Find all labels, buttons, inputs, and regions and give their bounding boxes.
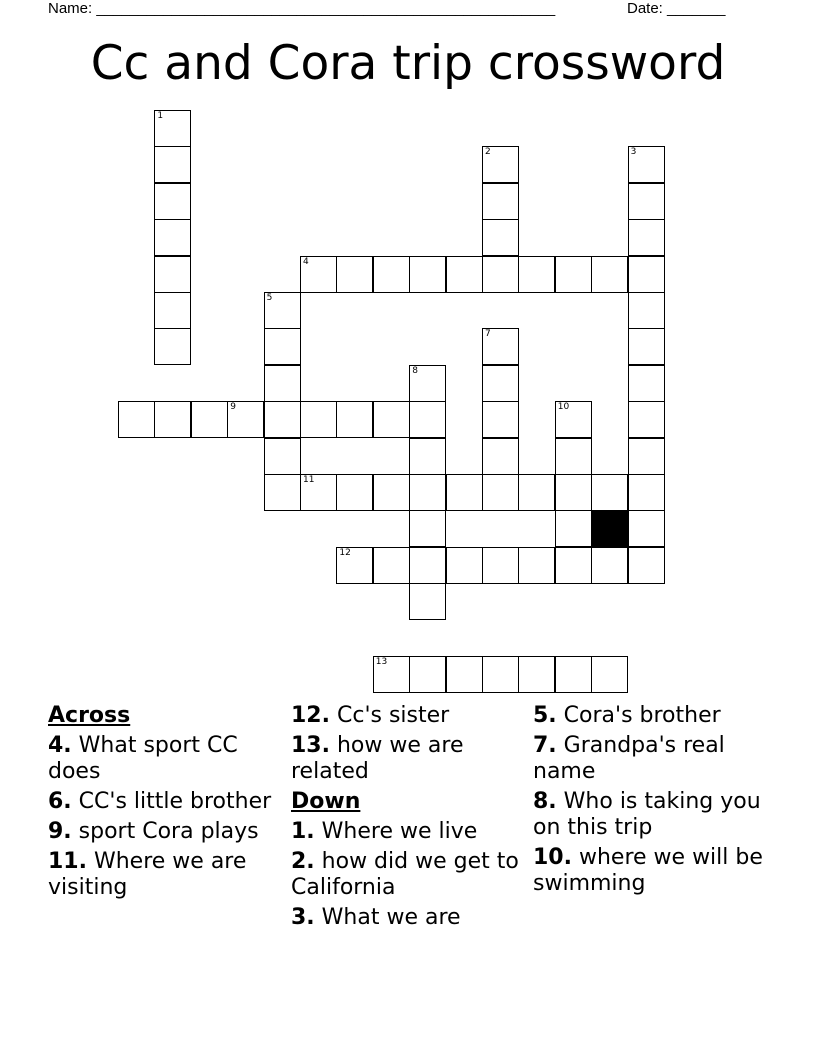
crossword-cell[interactable] xyxy=(628,292,665,329)
crossword-cell[interactable] xyxy=(446,256,483,293)
clue-text: Grandpa's real name xyxy=(533,733,725,784)
crossword-cell[interactable] xyxy=(409,583,446,620)
clue-down-1 xyxy=(291,819,531,845)
crossword-cell[interactable] xyxy=(555,438,592,475)
name-field-label: Name: _______________________________________________________ xyxy=(48,0,556,17)
crossword-cell[interactable] xyxy=(373,256,410,293)
clue-number: 9. xyxy=(48,819,72,844)
crossword-cell[interactable] xyxy=(482,256,519,293)
clues-column-3 xyxy=(533,703,773,901)
crossword-cell[interactable] xyxy=(373,401,410,438)
crossword-cell[interactable] xyxy=(591,656,628,693)
crossword-cell[interactable] xyxy=(482,401,519,438)
crossword-cell[interactable] xyxy=(264,438,301,475)
crossword-cell[interactable] xyxy=(154,292,191,329)
crossword-cell[interactable] xyxy=(336,256,373,293)
crossword-cell[interactable] xyxy=(555,547,592,584)
crossword-cell[interactable] xyxy=(409,365,446,402)
clue-number: 3. xyxy=(291,905,315,930)
crossword-cell[interactable] xyxy=(482,183,519,220)
crossword-cell[interactable] xyxy=(628,183,665,220)
clue-number: 1. xyxy=(291,819,315,844)
crossword-cell[interactable] xyxy=(628,328,665,365)
crossword-cell[interactable] xyxy=(482,365,519,402)
crossword-cell[interactable] xyxy=(154,256,191,293)
crossword-cell[interactable] xyxy=(118,401,155,438)
clue-text: Where we are visiting xyxy=(48,849,247,900)
crossword-cell[interactable] xyxy=(409,438,446,475)
crossword-cell[interactable] xyxy=(409,656,446,693)
clue-text: sport Cora plays xyxy=(78,819,259,844)
clue-number: 6. xyxy=(48,789,72,814)
clue-down-2 xyxy=(291,849,531,901)
crossword-cell[interactable] xyxy=(264,292,301,329)
crossword-cell[interactable] xyxy=(154,219,191,256)
clue-text: how did we get to California xyxy=(291,849,519,900)
crossword-cell[interactable] xyxy=(518,256,555,293)
clue-number-label: 9 xyxy=(230,402,236,413)
crossword-cell[interactable] xyxy=(628,474,665,511)
crossword-cell[interactable] xyxy=(482,656,519,693)
crossword-cell[interactable] xyxy=(264,328,301,365)
clue-text: Who is taking you on this trip xyxy=(533,789,761,840)
crossword-cell[interactable] xyxy=(154,146,191,183)
crossword-cell[interactable] xyxy=(336,547,373,584)
clue-number: 7. xyxy=(533,733,557,758)
clue-down-5 xyxy=(533,703,773,729)
clue-number-label: 13 xyxy=(375,657,388,667)
clue-down-7 xyxy=(533,733,773,785)
clue-number: 10. xyxy=(533,845,572,870)
crossword-cell[interactable] xyxy=(591,256,628,293)
crossword-cell[interactable] xyxy=(628,256,665,293)
clue-across-12 xyxy=(291,703,531,729)
crossword-cell[interactable] xyxy=(336,474,373,511)
clue-text: Cc's sister xyxy=(336,703,450,728)
crossword-cell[interactable] xyxy=(591,547,628,584)
crossword-cell[interactable] xyxy=(409,474,446,511)
crossword-black-cell xyxy=(591,510,628,547)
crossword-cell[interactable] xyxy=(373,547,410,584)
clue-number-label: 3 xyxy=(630,147,637,158)
clue-across-13 xyxy=(291,733,531,785)
crossword-cell[interactable] xyxy=(628,438,665,475)
clue-text: where we will be swimming xyxy=(533,845,763,896)
crossword-cell[interactable] xyxy=(555,401,592,438)
date-field-label: Date: _______ xyxy=(627,0,726,17)
crossword-cell[interactable] xyxy=(409,547,446,584)
clue-down-3 xyxy=(291,905,531,931)
clue-text: CC's little brother xyxy=(78,789,272,814)
crossword-cell[interactable] xyxy=(336,401,373,438)
clue-number-label: 5 xyxy=(266,293,273,303)
crossword-cell[interactable] xyxy=(628,146,665,183)
crossword-cell[interactable] xyxy=(446,547,483,584)
crossword-cell[interactable] xyxy=(409,256,446,293)
clue-number-label: 4 xyxy=(303,256,309,267)
crossword-cell[interactable] xyxy=(555,656,592,693)
clue-across-9 xyxy=(48,819,288,845)
clue-text: What sport CC does xyxy=(48,733,238,784)
clue-across-11 xyxy=(48,849,288,901)
crossword-cell[interactable] xyxy=(409,401,446,438)
clue-number-label: 10 xyxy=(557,402,570,413)
clue-number: 11. xyxy=(48,849,87,874)
crossword-cell[interactable] xyxy=(628,219,665,256)
crossword-cell[interactable] xyxy=(154,328,191,365)
page-title: Cc and Cora trip crossword xyxy=(90,36,726,91)
crossword-cell[interactable] xyxy=(518,547,555,584)
crossword-cell[interactable] xyxy=(300,474,337,511)
clues-column-2 xyxy=(291,703,531,935)
crossword-cell[interactable] xyxy=(300,401,337,438)
across-heading: Across xyxy=(48,703,131,728)
crossword-cell[interactable] xyxy=(446,474,483,511)
crossword-cell[interactable] xyxy=(555,510,592,547)
crossword-cell[interactable] xyxy=(264,474,301,511)
clue-text: Cora's brother xyxy=(563,703,721,728)
clue-number: 4. xyxy=(48,733,72,758)
crossword-cell[interactable] xyxy=(518,656,555,693)
clue-text: What we are xyxy=(321,905,461,930)
crossword-cell[interactable] xyxy=(373,656,410,693)
crossword-cell[interactable] xyxy=(264,401,301,438)
crossword-cell[interactable] xyxy=(555,474,592,511)
crossword-cell[interactable] xyxy=(482,474,519,511)
clue-down-10 xyxy=(533,845,773,897)
crossword-cell[interactable] xyxy=(154,183,191,220)
clue-number: 12. xyxy=(291,703,330,728)
clue-down-8 xyxy=(533,789,773,841)
crossword-cell[interactable] xyxy=(191,401,228,438)
clue-number-label: 1 xyxy=(157,111,164,121)
clue-number-label: 2 xyxy=(485,147,491,158)
clue-number: 8. xyxy=(533,789,557,814)
crossword-cell[interactable] xyxy=(591,474,628,511)
crossword-cell[interactable] xyxy=(555,256,592,293)
clue-across-6 xyxy=(48,789,288,815)
down-heading: Down xyxy=(291,789,361,814)
clue-across-4 xyxy=(48,733,288,785)
crossword-cell[interactable] xyxy=(482,438,519,475)
crossword-cell[interactable] xyxy=(446,656,483,693)
clue-text: how we are related xyxy=(291,733,464,784)
crossword-cell[interactable] xyxy=(628,547,665,584)
crossword-cell[interactable] xyxy=(482,146,519,183)
crossword-cell[interactable] xyxy=(628,510,665,547)
clue-number: 2. xyxy=(291,849,315,874)
crossword-cell[interactable] xyxy=(264,365,301,402)
crossword-cell[interactable] xyxy=(482,219,519,256)
crossword-cell[interactable] xyxy=(482,547,519,584)
crossword-cell[interactable] xyxy=(227,401,264,438)
crossword-cell[interactable] xyxy=(482,328,519,365)
crossword-cell[interactable] xyxy=(628,401,665,438)
clue-text: Where we live xyxy=(321,819,478,844)
crossword-cell[interactable] xyxy=(409,510,446,547)
crossword-cell[interactable] xyxy=(154,401,191,438)
clue-number-label: 11 xyxy=(303,475,315,485)
crossword-cell[interactable] xyxy=(518,474,555,511)
clue-number-label: 12 xyxy=(339,547,351,558)
clue-number-label: 8 xyxy=(412,365,418,376)
crossword-cell[interactable] xyxy=(300,256,337,293)
clues-column-1 xyxy=(48,703,288,905)
crossword-cell[interactable] xyxy=(628,365,665,402)
clue-number-label: 7 xyxy=(485,329,491,340)
clue-number: 13. xyxy=(291,733,330,758)
clue-number: 5. xyxy=(533,703,557,728)
crossword-cell[interactable] xyxy=(373,474,410,511)
crossword-cell[interactable] xyxy=(154,110,191,147)
